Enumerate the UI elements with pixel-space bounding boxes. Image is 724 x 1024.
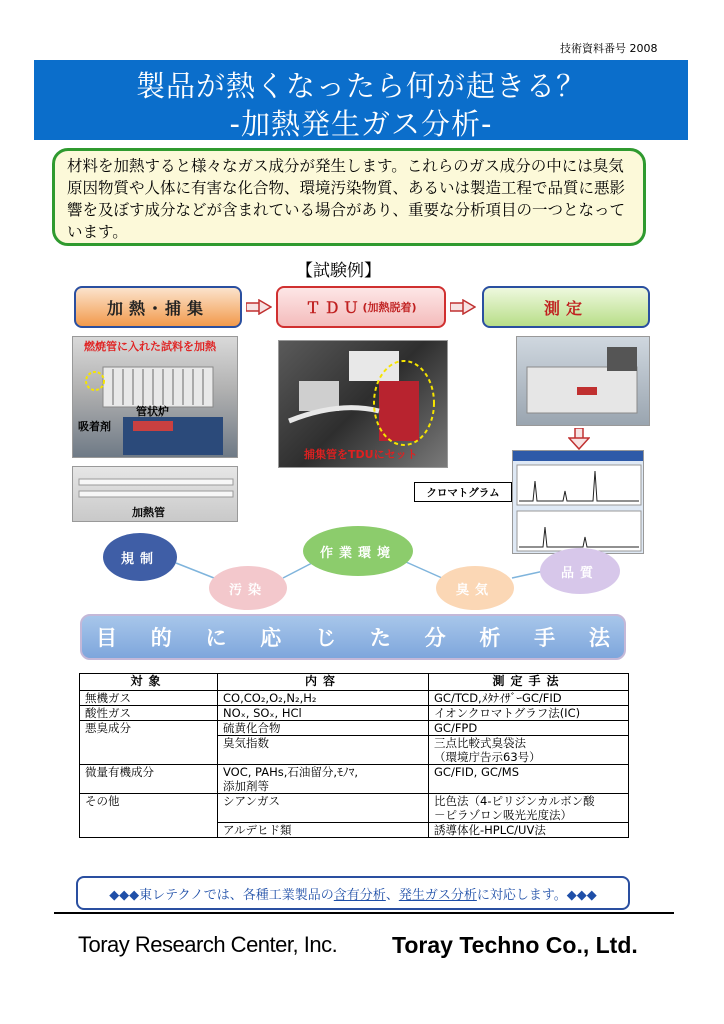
table-row	[80, 779, 629, 794]
table-row	[80, 736, 629, 751]
table-row	[80, 808, 629, 823]
set-tdu-caption: 捕集管をTDUにセット	[304, 448, 418, 461]
cell-target	[80, 808, 218, 823]
cell-content: NOₓ, SOₓ, HCl	[218, 706, 429, 721]
step-tdu-sublabel: (加熱脱着)	[362, 301, 417, 314]
notice-separator: 、	[385, 887, 399, 903]
notice-prefix: ◆◆◆東レテクノでは、各種工業製品の	[109, 887, 334, 903]
method-banner-char: 応	[260, 626, 282, 650]
intro-box: 材料を加熱すると様々なガス成分が発生します。これらのガス成分の中には臭気原因物質や人体に有害な化合物、環境汚染物質、あるいは製造工程で品質に悪影響を及ぼす成分などが含まれている場合があり、重要な分析項目の一つとなっています。	[52, 148, 646, 246]
method-banner-char: た	[369, 626, 391, 650]
step-tdu-label: ＴＤＵ	[305, 298, 363, 317]
cell-content: アルデヒド類	[218, 823, 429, 838]
table-row	[80, 691, 629, 706]
table-row	[80, 721, 629, 736]
cell-content: 臭気指数	[218, 736, 429, 751]
cell-target: 悪臭成分	[80, 721, 218, 736]
method-banner	[80, 614, 626, 660]
table-header-row	[80, 674, 629, 691]
footer-divider	[54, 912, 674, 914]
bubble-odor: 臭気	[436, 566, 514, 610]
header-target: 対象	[80, 674, 218, 691]
cell-target	[80, 779, 218, 794]
cell-target	[80, 823, 218, 838]
method-banner-char: に	[205, 626, 227, 650]
cell-content	[218, 750, 429, 765]
content-analysis-link[interactable]: 含有分析	[333, 887, 386, 903]
header-method: 測定手法	[429, 674, 629, 691]
cell-content	[218, 808, 429, 823]
cell-method: GC/TCD,ﾒﾀﾅｲｻﾞｰGC/FID	[429, 691, 629, 706]
method-banner-char: 目	[96, 626, 117, 650]
cell-target: 無機ガス	[80, 691, 218, 706]
cell-content: 添加剤等	[218, 779, 429, 794]
page-subtitle: -加熱発生ガス分析-	[229, 107, 493, 141]
page-title: 製品が熱くなったら何が起きる？	[135, 69, 586, 103]
cell-method: （環境庁告示63号）	[429, 750, 629, 765]
document-number: 技術資料番号 2008	[560, 42, 658, 55]
example-heading: 【試験例】	[296, 261, 381, 281]
method-banner-char: 法	[588, 626, 610, 650]
bubble-quality: 品質	[540, 548, 620, 594]
company-ttc: Toray Techno Co., Ltd.	[392, 932, 638, 958]
cell-target: その他	[80, 794, 218, 809]
heating-caption: 燃焼管に入れた試料を加熱	[84, 340, 216, 353]
bubble-work-environment: 作業環境	[303, 526, 413, 576]
cell-method	[429, 779, 629, 794]
cell-target: 微量有機成分	[80, 765, 218, 780]
method-banner-char: じ	[315, 626, 337, 650]
cell-method: 比色法（4-ピリジンカルボン酸	[429, 794, 629, 809]
chromatogram-label: クロマトグラム	[414, 482, 512, 502]
cell-content: VOC, PAHs,石油留分,ﾓﾉﾏ,	[218, 765, 429, 780]
cell-target	[80, 750, 218, 765]
cell-content: CO,CO₂,O₂,N₂,H₂	[218, 691, 429, 706]
table-row	[80, 750, 629, 765]
header-content: 内容	[218, 674, 429, 691]
cell-content: 硫黄化合物	[218, 721, 429, 736]
cell-method: －ピラゾロン吸光光度法）	[429, 808, 629, 823]
service-notice	[76, 876, 630, 910]
cell-method: イオンクロマトグラフ法(IC)	[429, 706, 629, 721]
furnace-caption: 管状炉	[136, 405, 169, 418]
methods-table	[79, 673, 629, 838]
heating-tube-caption: 加熱管	[132, 506, 165, 519]
cell-method: GC/FPD	[429, 721, 629, 736]
cell-method: 誘導体化-HPLC/UV法	[429, 823, 629, 838]
outgas-analysis-link[interactable]: 発生ガス分析	[398, 887, 477, 903]
table-row	[80, 794, 629, 809]
cell-content: シアンガス	[218, 794, 429, 809]
cell-method: GC/FID, GC/MS	[429, 765, 629, 780]
step-heating-collection: 加熱･捕集	[74, 286, 242, 328]
adsorbent-caption: 吸着剤	[78, 420, 111, 433]
cell-target	[80, 736, 218, 751]
method-banner-char: 的	[150, 626, 172, 650]
company-trc: Toray Research Center, Inc.	[78, 932, 338, 957]
method-banner-char: 手	[534, 626, 556, 650]
bubble-regulation: 規制	[103, 533, 177, 581]
table-row	[80, 823, 629, 838]
table-row	[80, 765, 629, 780]
method-banner-char: 分	[424, 626, 446, 650]
bubble-contamination: 汚染	[209, 566, 287, 610]
cell-target: 酸性ガス	[80, 706, 218, 721]
table-row	[80, 706, 629, 721]
method-banner-char: 析	[479, 626, 501, 650]
notice-suffix: に対応します。◆◆◆	[476, 887, 597, 903]
cell-method: 三点比較式臭袋法	[429, 736, 629, 751]
step-measurement: 測定	[482, 286, 650, 328]
